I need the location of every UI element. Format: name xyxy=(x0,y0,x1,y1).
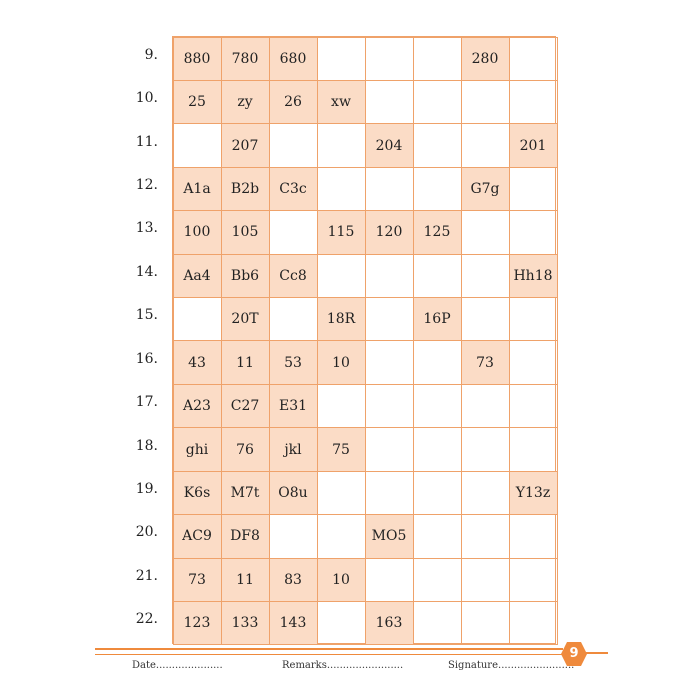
sequence-cell: 53 xyxy=(269,340,318,384)
sequence-cell: K6s xyxy=(173,471,222,515)
blank-answer-cell[interactable] xyxy=(413,427,462,471)
blank-answer-cell[interactable] xyxy=(461,80,510,124)
sequence-cell: C3c xyxy=(269,167,318,211)
blank-answer-cell[interactable] xyxy=(413,167,462,211)
blank-answer-cell[interactable] xyxy=(413,123,462,167)
sequence-cell: A1a xyxy=(173,167,222,211)
row-number: 9. xyxy=(144,46,158,63)
blank-answer-cell[interactable] xyxy=(509,558,558,602)
sequence-cell: C27 xyxy=(221,384,270,428)
blank-answer-cell[interactable] xyxy=(413,514,462,558)
sequence-cell: 83 xyxy=(269,558,318,602)
sequence-cell: 123 xyxy=(173,601,222,645)
blank-answer-cell[interactable] xyxy=(509,80,558,124)
blank-answer-cell[interactable] xyxy=(365,297,414,341)
blank-answer-cell[interactable] xyxy=(461,471,510,515)
row-number: 21. xyxy=(135,567,158,584)
blank-answer-cell[interactable] xyxy=(509,384,558,428)
sequence-cell: 201 xyxy=(509,123,558,167)
blank-answer-cell[interactable] xyxy=(509,601,558,645)
sequence-cell: ghi xyxy=(173,427,222,471)
sequence-cell: 75 xyxy=(317,427,366,471)
sequence-cell: Y13z xyxy=(509,471,558,515)
sequence-cell: 11 xyxy=(221,340,270,384)
blank-answer-cell[interactable] xyxy=(365,37,414,81)
row-number: 15. xyxy=(135,307,158,324)
sequence-cell: xw xyxy=(317,80,366,124)
answer-grid xyxy=(172,36,556,644)
sequence-cell: 207 xyxy=(221,123,270,167)
row-number: 11. xyxy=(135,133,158,150)
blank-answer-cell[interactable] xyxy=(317,37,366,81)
blank-answer-cell[interactable] xyxy=(461,558,510,602)
sequence-cell: 10 xyxy=(317,558,366,602)
sequence-cell: A23 xyxy=(173,384,222,428)
blank-answer-cell[interactable] xyxy=(269,210,318,254)
blank-answer-cell[interactable] xyxy=(365,427,414,471)
signature-field: Signature........................ xyxy=(448,660,575,671)
sequence-cell: AC9 xyxy=(173,514,222,558)
blank-answer-cell[interactable] xyxy=(413,80,462,124)
sequence-cell: 163 xyxy=(365,601,414,645)
sequence-cell: 120 xyxy=(365,210,414,254)
blank-answer-cell[interactable] xyxy=(413,558,462,602)
sequence-cell: 76 xyxy=(221,427,270,471)
blank-answer-cell[interactable] xyxy=(365,167,414,211)
footer-divider xyxy=(95,648,563,650)
blank-answer-cell[interactable] xyxy=(317,384,366,428)
row-number: 17. xyxy=(135,394,158,411)
blank-answer-cell[interactable] xyxy=(461,514,510,558)
blank-answer-cell[interactable] xyxy=(413,340,462,384)
blank-answer-cell[interactable] xyxy=(317,123,366,167)
sequence-cell: DF8 xyxy=(221,514,270,558)
row-number: 16. xyxy=(135,350,158,367)
sequence-cell: 26 xyxy=(269,80,318,124)
blank-answer-cell[interactable] xyxy=(461,427,510,471)
sequence-cell: Cc8 xyxy=(269,254,318,298)
page-number: 9 xyxy=(569,646,579,661)
sequence-cell: 143 xyxy=(269,601,318,645)
sequence-cell: G7g xyxy=(461,167,510,211)
blank-answer-cell[interactable] xyxy=(413,601,462,645)
date-field: Date..................... xyxy=(132,660,223,671)
blank-answer-cell[interactable] xyxy=(509,37,558,81)
blank-answer-cell[interactable] xyxy=(317,167,366,211)
sequence-cell: 280 xyxy=(461,37,510,81)
sequence-cell: jkl xyxy=(269,427,318,471)
blank-answer-cell[interactable] xyxy=(365,384,414,428)
sequence-cell: Aa4 xyxy=(173,254,222,298)
blank-answer-cell[interactable] xyxy=(461,384,510,428)
sequence-cell: 125 xyxy=(413,210,462,254)
sequence-cell: 105 xyxy=(221,210,270,254)
row-number: 12. xyxy=(135,177,158,193)
blank-answer-cell[interactable] xyxy=(365,80,414,124)
blank-answer-cell[interactable] xyxy=(461,601,510,645)
row-number: 10. xyxy=(135,90,158,107)
blank-answer-cell[interactable] xyxy=(317,471,366,515)
blank-answer-cell[interactable] xyxy=(461,123,510,167)
sequence-cell: O8u xyxy=(269,471,318,515)
blank-answer-cell[interactable] xyxy=(413,471,462,515)
blank-answer-cell[interactable] xyxy=(365,340,414,384)
sequence-cell: 10 xyxy=(317,340,366,384)
blank-answer-cell[interactable] xyxy=(509,297,558,341)
sequence-cell: 18R xyxy=(317,297,366,341)
sequence-cell: 133 xyxy=(221,601,270,645)
sequence-cell: B2b xyxy=(221,167,270,211)
sequence-cell: 73 xyxy=(173,558,222,602)
sequence-cell: Bb6 xyxy=(221,254,270,298)
row-number: 13. xyxy=(135,220,158,237)
blank-answer-cell[interactable] xyxy=(317,514,366,558)
sequence-cell: Hh18 xyxy=(509,254,558,298)
blank-answer-cell[interactable] xyxy=(173,123,222,167)
row-number: 19. xyxy=(135,481,158,497)
sequence-cell: 20T xyxy=(221,297,270,341)
blank-answer-cell[interactable] xyxy=(269,514,318,558)
blank-answer-cell[interactable] xyxy=(317,601,366,645)
blank-answer-cell[interactable] xyxy=(509,210,558,254)
blank-answer-cell[interactable] xyxy=(413,384,462,428)
sequence-cell: MO5 xyxy=(365,514,414,558)
remarks-field: Remarks........................ xyxy=(282,660,404,671)
row-number: 18. xyxy=(135,437,158,454)
blank-answer-cell[interactable] xyxy=(413,254,462,298)
blank-answer-cell[interactable] xyxy=(509,514,558,558)
blank-answer-cell[interactable] xyxy=(317,254,366,298)
sequence-cell: 16P xyxy=(413,297,462,341)
sequence-cell: zy xyxy=(221,80,270,124)
row-number: 14. xyxy=(135,263,158,280)
row-number: 20. xyxy=(135,524,158,541)
blank-answer-cell[interactable] xyxy=(173,297,222,341)
blank-answer-cell[interactable] xyxy=(461,254,510,298)
sequence-cell: 11 xyxy=(221,558,270,602)
blank-answer-cell[interactable] xyxy=(269,123,318,167)
blank-answer-cell[interactable] xyxy=(509,340,558,384)
sequence-cell: 115 xyxy=(317,210,366,254)
footer-divider-thin xyxy=(95,654,563,655)
sequence-cell: M7t xyxy=(221,471,270,515)
blank-answer-cell[interactable] xyxy=(365,254,414,298)
blank-answer-cell[interactable] xyxy=(413,37,462,81)
sequence-cell: E31 xyxy=(269,384,318,428)
blank-answer-cell[interactable] xyxy=(509,427,558,471)
blank-answer-cell[interactable] xyxy=(365,471,414,515)
row-number: 22. xyxy=(135,611,158,628)
blank-answer-cell[interactable] xyxy=(365,558,414,602)
sequence-cell: 100 xyxy=(173,210,222,254)
blank-answer-cell[interactable] xyxy=(461,210,510,254)
sequence-cell: 25 xyxy=(173,80,222,124)
sequence-cell: 780 xyxy=(221,37,270,81)
sequence-cell: 204 xyxy=(365,123,414,167)
sequence-cell: 43 xyxy=(173,340,222,384)
blank-answer-cell[interactable] xyxy=(269,297,318,341)
blank-answer-cell[interactable] xyxy=(509,167,558,211)
sequence-cell: 680 xyxy=(269,37,318,81)
sequence-cell: 880 xyxy=(173,37,222,81)
blank-answer-cell[interactable] xyxy=(461,297,510,341)
sequence-cell: 73 xyxy=(461,340,510,384)
